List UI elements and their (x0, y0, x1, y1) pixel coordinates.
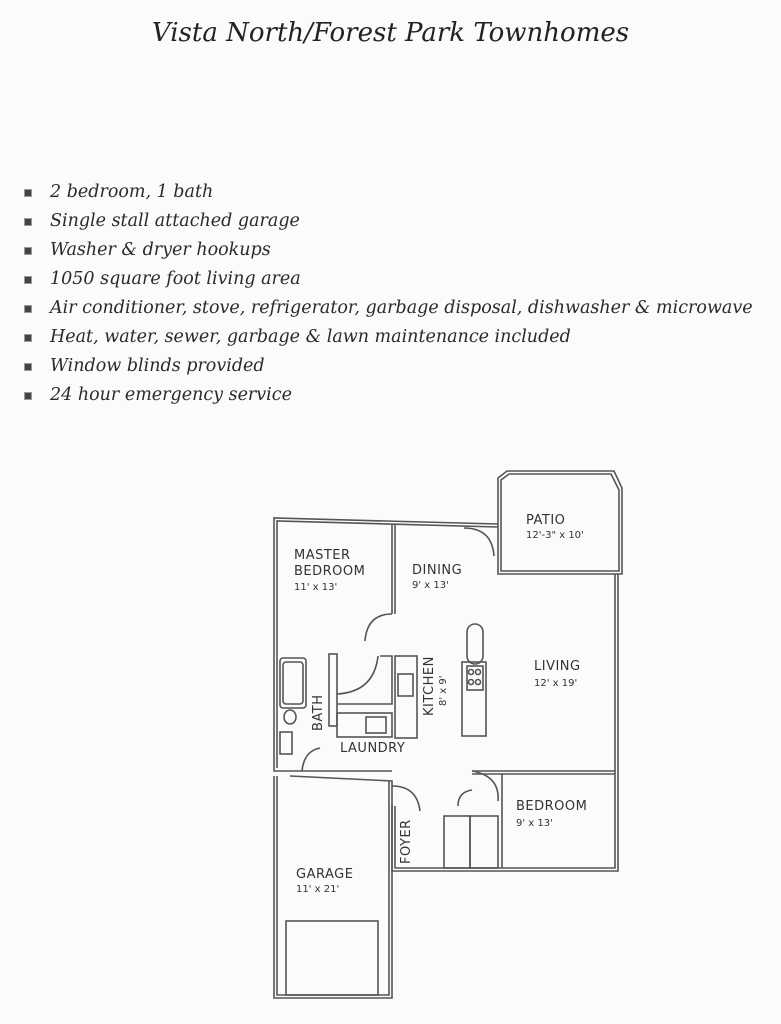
feature-text: Heat, water, sewer, garbage & lawn maintenance included (50, 327, 571, 347)
living-label: LIVING (534, 659, 581, 674)
bullet-icon (24, 334, 32, 342)
feature-text: Single stall attached garage (50, 211, 300, 231)
feature-item (20, 323, 753, 352)
laundry-door-swing (302, 748, 320, 771)
bath-label: BATH (311, 694, 326, 731)
floor-plan-drawing (262, 466, 632, 1006)
bullet-icon (24, 392, 32, 400)
foyer-label: FOYER (399, 819, 414, 864)
bullet-icon (24, 276, 32, 284)
burner (476, 670, 481, 675)
kitchen-dims: 8' x 9' (438, 675, 449, 706)
bullet-icon (24, 218, 32, 226)
feature-text: 24 hour emergency service (50, 385, 292, 405)
patio-door-swing (464, 528, 494, 556)
master-bedroom-label: MASTER (294, 548, 351, 563)
bullet-icon (24, 189, 32, 197)
feature-text: 1050 square foot living area (50, 269, 301, 289)
garage-label: GARAGE (296, 867, 354, 882)
dining-dims: 9' x 13' (412, 580, 449, 591)
burner (476, 680, 481, 685)
master-bedroom-label-2: BEDROOM (294, 564, 366, 579)
master-bedroom-dims: 11' x 13' (294, 582, 338, 593)
master-door-swing (365, 614, 392, 641)
feature-item (20, 352, 753, 381)
floor-plan (262, 466, 632, 1010)
refrigerator (467, 624, 483, 664)
bullet-icon (24, 305, 32, 313)
closet (444, 816, 470, 868)
bath-wall (329, 654, 337, 726)
toilet (284, 710, 296, 724)
dining-label: DINING (412, 563, 463, 578)
feature-item (20, 381, 753, 410)
kitchen-counter (395, 656, 417, 738)
laundry-sink (366, 717, 386, 733)
sink (280, 732, 292, 754)
feature-item (20, 178, 753, 207)
page-title: Vista North/Forest Park Townhomes (151, 18, 630, 48)
patio-label: PATIO (526, 513, 566, 528)
feature-text: Window blinds provided (50, 356, 265, 376)
feature-text: 2 bedroom, 1 bath (50, 182, 214, 202)
hall-wall (337, 656, 392, 704)
feature-item (20, 294, 753, 323)
garage-dims: 11' x 21' (296, 884, 340, 895)
burner (469, 670, 474, 675)
closet (470, 816, 498, 868)
laundry-label: LAUNDRY (340, 741, 406, 756)
garage-door (286, 921, 378, 995)
bathtub-inner (283, 662, 303, 704)
feature-text: Washer & dryer hookups (50, 240, 271, 260)
feature-text: Air conditioner, stove, refrigerator, garbage disposal, dishwasher & microwave (50, 298, 753, 318)
kitchen-sink (398, 674, 413, 696)
feature-item (20, 207, 753, 236)
closet-door-swing (458, 790, 472, 806)
entry-door-swing (392, 786, 420, 811)
feature-item (20, 236, 753, 265)
bullet-icon (24, 247, 32, 255)
kitchen-label: KITCHEN (422, 656, 437, 716)
patio-dims: 12'-3" x 10' (526, 530, 584, 541)
bullet-icon (24, 363, 32, 371)
bedroom-dims: 9' x 13' (516, 818, 553, 829)
feature-list (20, 178, 753, 410)
bath-door-swing (337, 656, 378, 694)
bedroom-door-swing (472, 771, 498, 801)
bedroom-label: BEDROOM (516, 799, 588, 814)
bathtub (280, 658, 306, 708)
living-dims: 12' x 19' (534, 678, 578, 689)
feature-item (20, 265, 753, 294)
burner (469, 680, 474, 685)
